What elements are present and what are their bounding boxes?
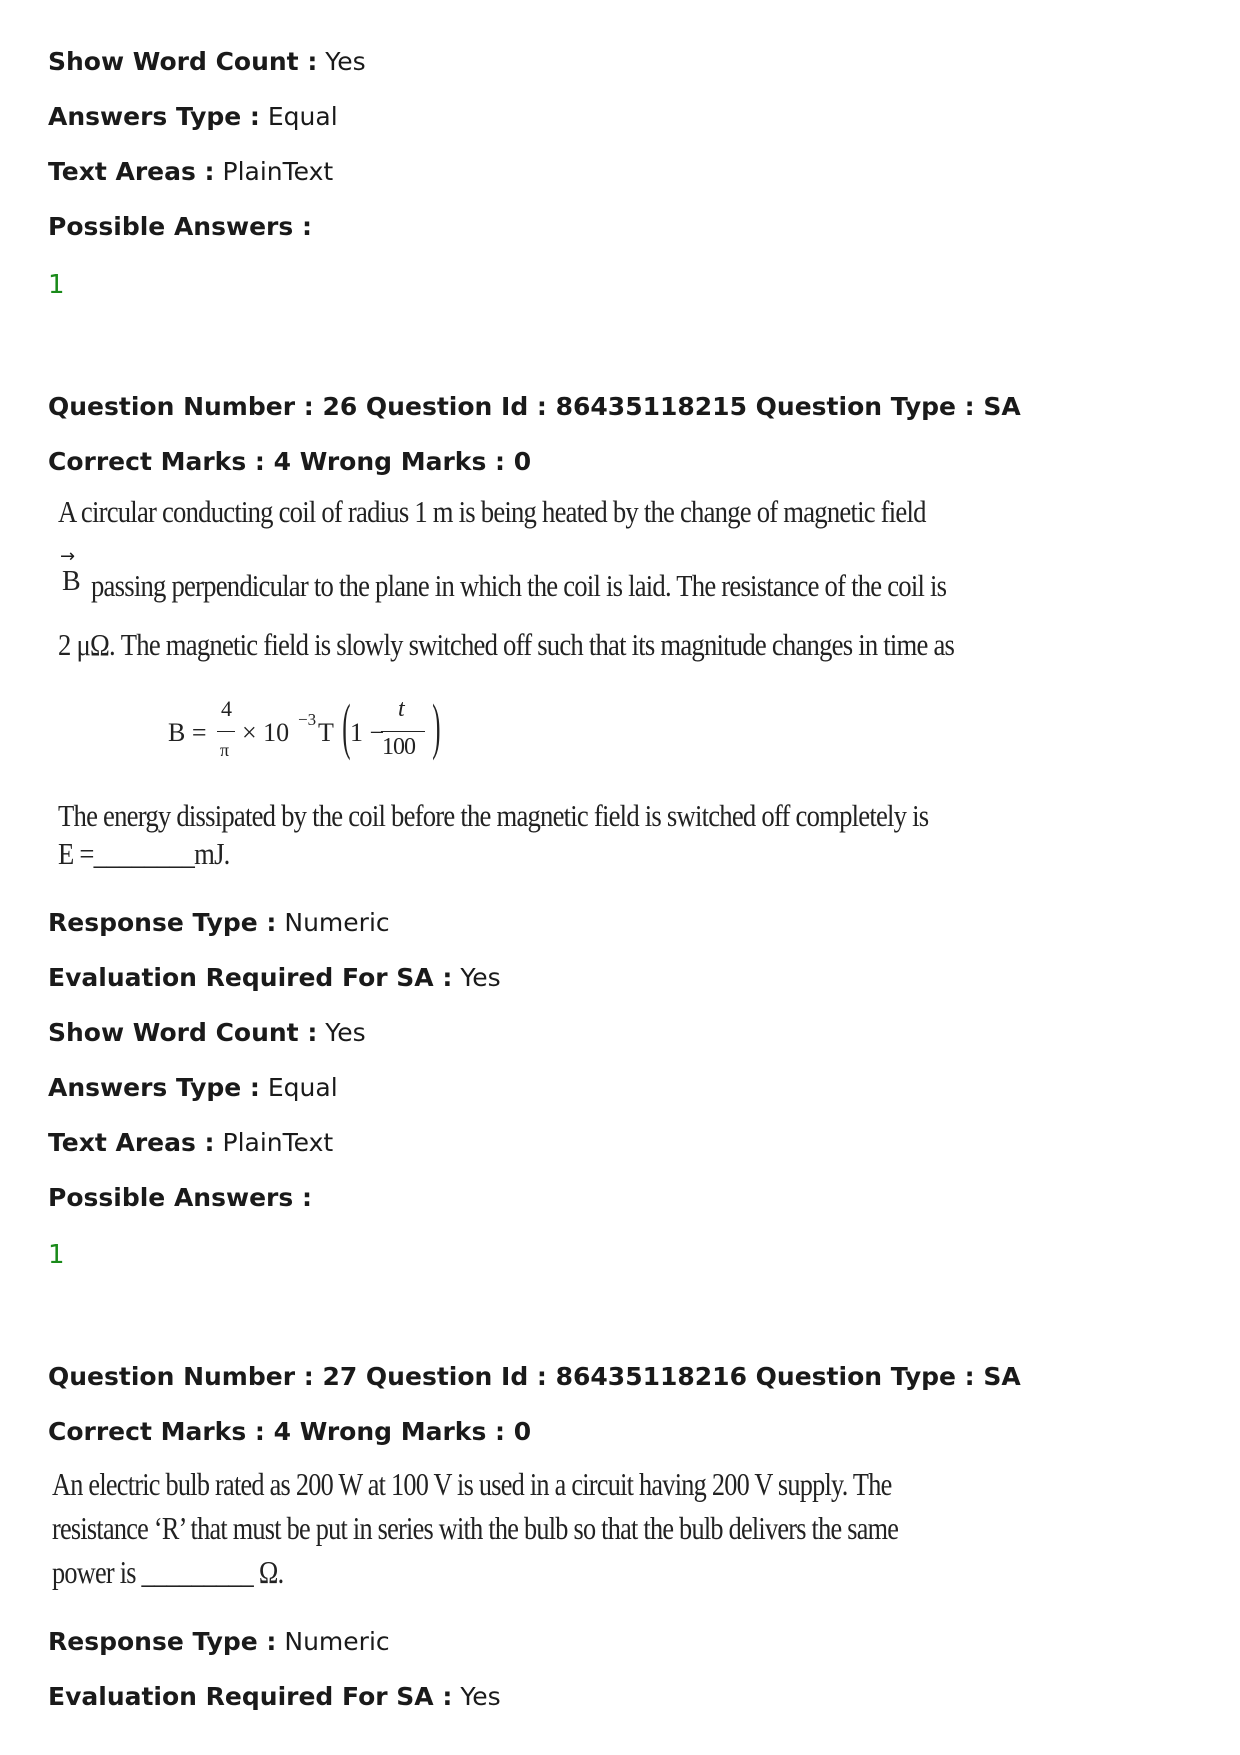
- field-value: Yes: [460, 1682, 501, 1711]
- field-label: Possible Answers :: [48, 212, 312, 241]
- question-text-line: E =________mJ.: [58, 836, 230, 871]
- question-text-line: power is _________ Ω.: [52, 1554, 284, 1590]
- formula-exponent: −3: [298, 710, 317, 729]
- field-value: PlainText: [222, 1128, 334, 1157]
- field-label: Response Type :: [48, 1627, 277, 1656]
- marks-row: [48, 1416, 531, 1448]
- vector-arrow-icon: →: [60, 546, 76, 567]
- question-header-text: Question Number : 27 Question Id : 86435118216 Question Type : SA: [48, 1362, 1021, 1391]
- field-label: Answers Type :: [48, 1073, 260, 1102]
- fraction-denominator: 100: [382, 734, 415, 760]
- field-value: Equal: [267, 102, 338, 131]
- paren-open: (: [342, 693, 351, 761]
- fraction-bar: [217, 731, 235, 732]
- vector-symbol: B: [62, 566, 81, 597]
- field-label: Show Word Count :: [48, 47, 318, 76]
- question-text-line: passing perpendicular to the plane in which the coil is laid. The resistance of the coil is: [91, 568, 947, 603]
- show-word-count-row: [48, 46, 366, 78]
- response-type-row: [48, 907, 390, 939]
- field-label: Response Type :: [48, 908, 277, 937]
- answers-type-row: [48, 1072, 338, 1104]
- marks-row: [48, 446, 531, 478]
- formula-multiplier: × 10: [242, 718, 290, 747]
- field-label: Answers Type :: [48, 102, 260, 131]
- marks-text: Correct Marks : 4 Wrong Marks : 0: [48, 447, 532, 476]
- evaluation-required-row: [48, 1681, 501, 1713]
- field-value: Yes: [460, 963, 501, 992]
- field-value: Numeric: [284, 1627, 390, 1656]
- possible-answers-row: [48, 211, 312, 243]
- formula: [168, 693, 468, 786]
- marks-text: Correct Marks : 4 Wrong Marks : 0: [48, 1417, 532, 1446]
- question-text-line: An electric bulb rated as 200 W at 100 V is used in a circuit having 200 V supply. The: [52, 1466, 892, 1502]
- possible-answer-value: 1: [48, 1240, 65, 1270]
- field-label: Text Areas :: [48, 157, 215, 186]
- fraction-numerator: t: [398, 696, 405, 722]
- fraction-denominator: π: [220, 740, 230, 760]
- response-type-row: [48, 1626, 390, 1658]
- text-areas-row: [48, 1127, 333, 1159]
- question-header-text: Question Number : 26 Question Id : 86435118215 Question Type : SA: [48, 392, 1021, 421]
- field-value: Yes: [325, 1018, 366, 1047]
- evaluation-required-row: [48, 962, 501, 994]
- fraction-bar: [381, 731, 425, 732]
- question-header: [48, 391, 1021, 423]
- field-value: Yes: [325, 47, 366, 76]
- formula-unit: T: [318, 718, 334, 747]
- text-areas-row: [48, 156, 333, 188]
- question-header: [48, 1361, 1021, 1393]
- fraction-numerator: 4: [221, 696, 232, 721]
- question-text-line: A circular conducting coil of radius 1 m is being heated by the change of magnetic field: [58, 494, 926, 529]
- field-label: Text Areas :: [48, 1128, 215, 1157]
- field-label: Evaluation Required For SA :: [48, 1682, 453, 1711]
- field-label: Evaluation Required For SA :: [48, 963, 453, 992]
- field-value: Equal: [267, 1073, 338, 1102]
- field-label: Show Word Count :: [48, 1018, 318, 1047]
- field-value: PlainText: [222, 157, 334, 186]
- formula-lhs: B =: [168, 718, 207, 747]
- possible-answers-row: [48, 1182, 312, 1214]
- show-word-count-row: [48, 1017, 366, 1049]
- question-text-line: 2 μΩ. The magnetic field is slowly switched off such that its magnitude changes in time as: [58, 627, 955, 662]
- possible-answer-value: 1: [48, 270, 65, 300]
- question-text-line: The energy dissipated by the coil before the magnetic field is switched off completely is: [58, 798, 929, 833]
- paren-close: ): [432, 693, 441, 761]
- question-text-line: resistance ‘R’ that must be put in series with the bulb so that the bulb delivers the same: [52, 1510, 899, 1546]
- field-label: Possible Answers :: [48, 1183, 312, 1212]
- answers-type-row: [48, 101, 338, 133]
- field-value: Numeric: [284, 908, 390, 937]
- formula-one-minus: 1 −: [350, 718, 385, 747]
